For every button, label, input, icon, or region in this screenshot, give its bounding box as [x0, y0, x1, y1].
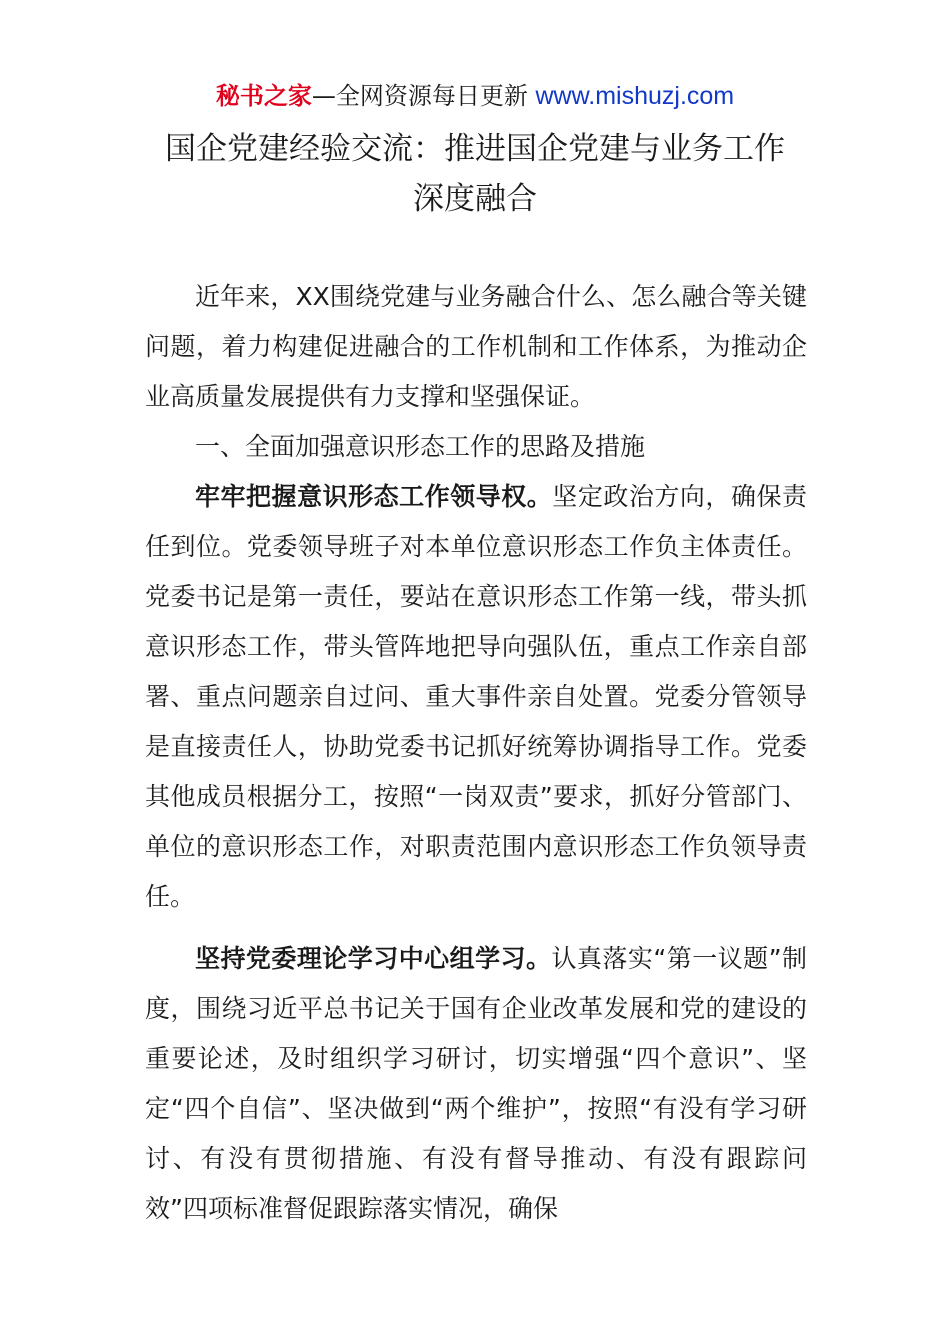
paragraph-text: 坚定政治方向，确保责任到位。党委领导班子对本单位意识形态工作负主体责任。党委书记是第一责任，要站在意识形态工作第一线，带头抓意识形态工作，带头管阵地把导向强队伍，重点工作亲自部署、重点问题亲自过问、重大事件亲自处置。党委分管领导是直接责任人，协助党委书记抓好统筹协调指导工作。党委其他成员根据分工，按照“一岗双责”要求，抓好分管部门、单位的意识形态工作，对职责范围内意识形态工作负领导责任。: [145, 482, 807, 911]
section-heading: 一、全面加强意识形态工作的思路及措施: [195, 432, 646, 461]
brand-name: 秘书之家: [215, 82, 312, 110]
document-title: [120, 124, 830, 224]
title-line-1: 国企党建经验交流：推进国企党建与业务工作: [165, 131, 785, 167]
site-banner: [0, 80, 950, 112]
paragraph-text: 认真落实“第一议题”制度，围绕习近平总书记关于国有企业改革发展和党的建设的重要论述，及时组织学习研讨，切实增强“四个意识”、坚定“四个自信”、坚决做到“两个维护”，按照“有没有学习研讨、有没有贯彻措施、有没有督导推动、有没有跟踪问效”四项标准督促跟踪落实情况，确保: [145, 944, 807, 1223]
site-url-link[interactable]: www.mishuzj.com: [535, 82, 735, 110]
intro-paragraph: 近年来，XX围绕党建与业务融合什么、怎么融合等关键问题，着力构建促进融合的工作机制和工作体系，为推动企业高质量发展提供有力支撑和坚强保证。: [145, 282, 807, 411]
section-paragraph-2: [145, 934, 807, 1234]
title-line-2: 深度融合: [413, 181, 537, 217]
banner-tagline: —全网资源每日更新: [311, 82, 528, 110]
paragraph-lead: 坚持党委理论学习中心组学习。: [195, 944, 552, 973]
section-paragraph-1: [145, 472, 807, 922]
document-body: [145, 272, 807, 1234]
paragraph-lead: 牢牢把握意识形态工作领导权。: [195, 482, 553, 511]
